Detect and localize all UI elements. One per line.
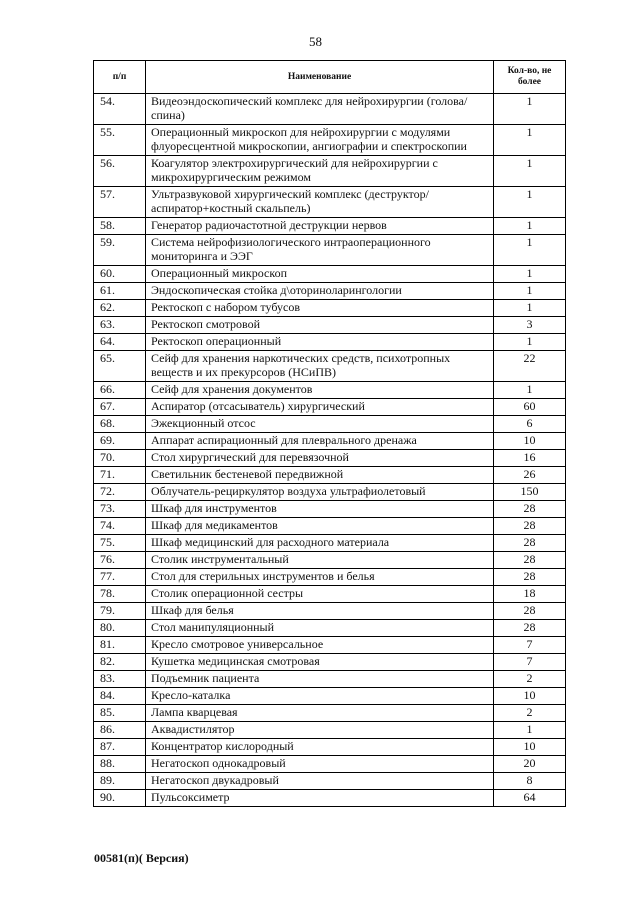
row-number: 55. (94, 125, 146, 156)
table-row (94, 586, 566, 603)
item-quantity: 1 (494, 266, 566, 283)
row-number: 54. (94, 94, 146, 125)
item-name: Пульсоксиметр (146, 790, 494, 807)
table-row (94, 300, 566, 317)
item-name: Эжекционный отсос (146, 416, 494, 433)
table-body (94, 94, 566, 807)
item-quantity: 28 (494, 518, 566, 535)
table-row (94, 637, 566, 654)
item-quantity: 64 (494, 790, 566, 807)
table-row (94, 518, 566, 535)
table-row (94, 705, 566, 722)
item-name: Ректоскоп операционный (146, 334, 494, 351)
item-quantity: 10 (494, 433, 566, 450)
item-quantity: 28 (494, 603, 566, 620)
item-name: Эндоскопическая стойка д\оториноларингологии (146, 283, 494, 300)
item-name: Ректоскоп с набором тубусов (146, 300, 494, 317)
table-row (94, 773, 566, 790)
item-quantity: 150 (494, 484, 566, 501)
table-row (94, 235, 566, 266)
row-number: 56. (94, 156, 146, 187)
item-name: Подъемник пациента (146, 671, 494, 688)
item-name: Аппарат аспирационный для плеврального дренажа (146, 433, 494, 450)
table-row (94, 450, 566, 467)
item-name: Столик операционной сестры (146, 586, 494, 603)
item-name: Ректоскоп смотровой (146, 317, 494, 334)
item-name: Коагулятор электрохирургический для нейрохирургии с микрохирургическим режимом (146, 156, 494, 187)
item-name: Аспиратор (отсасыватель) хирургический (146, 399, 494, 416)
item-name: Кушетка медицинская смотровая (146, 654, 494, 671)
item-name: Шкаф для инструментов (146, 501, 494, 518)
row-number: 67. (94, 399, 146, 416)
item-name: Облучатель-рециркулятор воздуха ультрафиолетовый (146, 484, 494, 501)
item-quantity: 7 (494, 637, 566, 654)
row-number: 64. (94, 334, 146, 351)
row-number: 60. (94, 266, 146, 283)
item-name: Операционный микроскоп для нейрохирургии с модулями флуоресцентной микроскопии, ангиографии и спектроскопии (146, 125, 494, 156)
item-quantity: 1 (494, 218, 566, 235)
item-quantity: 60 (494, 399, 566, 416)
item-name: Светильник бестеневой передвижной (146, 467, 494, 484)
item-name: Негатоскоп однокадровый (146, 756, 494, 773)
row-number: 69. (94, 433, 146, 450)
table-row (94, 433, 566, 450)
table-row (94, 467, 566, 484)
item-name: Сейф для хранения документов (146, 382, 494, 399)
item-name: Ультразвуковой хирургический комплекс (деструктор/аспиратор+костный скальпель) (146, 187, 494, 218)
item-quantity: 16 (494, 450, 566, 467)
item-name: Концентратор кислородный (146, 739, 494, 756)
table-row (94, 125, 566, 156)
row-number: 73. (94, 501, 146, 518)
item-quantity: 1 (494, 156, 566, 187)
table-row (94, 654, 566, 671)
table-row (94, 187, 566, 218)
item-name: Шкаф медицинский для расходного материала (146, 535, 494, 552)
item-quantity: 1 (494, 300, 566, 317)
item-name: Лампа кварцевая (146, 705, 494, 722)
item-quantity: 20 (494, 756, 566, 773)
row-number: 85. (94, 705, 146, 722)
item-quantity: 7 (494, 654, 566, 671)
item-name: Операционный микроскоп (146, 266, 494, 283)
row-number: 71. (94, 467, 146, 484)
item-name: Шкаф для белья (146, 603, 494, 620)
header-num: п/п (94, 61, 146, 94)
row-number: 79. (94, 603, 146, 620)
row-number: 65. (94, 351, 146, 382)
table-row (94, 94, 566, 125)
header-name: Наименование (146, 61, 494, 94)
row-number: 66. (94, 382, 146, 399)
item-quantity: 1 (494, 125, 566, 156)
row-number: 89. (94, 773, 146, 790)
row-number: 70. (94, 450, 146, 467)
header-qty: Кол-во, не более (494, 61, 566, 94)
row-number: 82. (94, 654, 146, 671)
item-name: Стол хирургический для перевязочной (146, 450, 494, 467)
item-quantity: 6 (494, 416, 566, 433)
table-row (94, 535, 566, 552)
item-quantity: 28 (494, 535, 566, 552)
item-quantity: 28 (494, 552, 566, 569)
row-number: 62. (94, 300, 146, 317)
row-number: 72. (94, 484, 146, 501)
item-name: Система нейрофизиологического интраоперационного мониторинга и ЭЭГ (146, 235, 494, 266)
item-name: Шкаф для медикаментов (146, 518, 494, 535)
item-name: Видеоэндоскопический комплекс для нейрохирургии (голова/спина) (146, 94, 494, 125)
table-row (94, 334, 566, 351)
item-quantity: 3 (494, 317, 566, 334)
row-number: 80. (94, 620, 146, 637)
row-number: 78. (94, 586, 146, 603)
table-row (94, 688, 566, 705)
row-number: 86. (94, 722, 146, 739)
table-header-row (94, 61, 566, 94)
item-name: Стол манипуляционный (146, 620, 494, 637)
row-number: 87. (94, 739, 146, 756)
row-number: 81. (94, 637, 146, 654)
item-quantity: 1 (494, 382, 566, 399)
item-name: Сейф для хранения наркотических средств, психотропных веществ и их прекурсоров (НСиПВ) (146, 351, 494, 382)
item-quantity: 26 (494, 467, 566, 484)
table-row (94, 756, 566, 773)
table-row (94, 552, 566, 569)
table-row (94, 218, 566, 235)
item-name: Столик инструментальный (146, 552, 494, 569)
item-quantity: 10 (494, 688, 566, 705)
item-quantity: 2 (494, 671, 566, 688)
row-number: 58. (94, 218, 146, 235)
row-number: 57. (94, 187, 146, 218)
table-row (94, 382, 566, 399)
table-row (94, 790, 566, 807)
equipment-table (93, 60, 566, 807)
table-row (94, 266, 566, 283)
table-row (94, 603, 566, 620)
table-row (94, 569, 566, 586)
table-row (94, 283, 566, 300)
item-name: Аквадистилятор (146, 722, 494, 739)
item-name: Стол для стерильных инструментов и белья (146, 569, 494, 586)
item-name: Негатоскоп двукадровый (146, 773, 494, 790)
item-quantity: 8 (494, 773, 566, 790)
item-quantity: 1 (494, 94, 566, 125)
row-number: 77. (94, 569, 146, 586)
row-number: 74. (94, 518, 146, 535)
row-number: 68. (94, 416, 146, 433)
item-quantity: 10 (494, 739, 566, 756)
item-quantity: 28 (494, 501, 566, 518)
table-row (94, 156, 566, 187)
item-quantity: 28 (494, 569, 566, 586)
table-row (94, 739, 566, 756)
row-number: 61. (94, 283, 146, 300)
item-quantity: 1 (494, 334, 566, 351)
item-quantity: 28 (494, 620, 566, 637)
row-number: 76. (94, 552, 146, 569)
table-row (94, 317, 566, 334)
item-name: Кресло смотровое универсальное (146, 637, 494, 654)
row-number: 88. (94, 756, 146, 773)
row-number: 59. (94, 235, 146, 266)
item-name: Генератор радиочастотной деструкции нервов (146, 218, 494, 235)
page-number: 58 (309, 34, 322, 49)
row-number: 84. (94, 688, 146, 705)
table-row (94, 484, 566, 501)
table-row (94, 399, 566, 416)
row-number: 83. (94, 671, 146, 688)
table-row (94, 501, 566, 518)
row-number: 75. (94, 535, 146, 552)
item-quantity: 22 (494, 351, 566, 382)
item-quantity: 2 (494, 705, 566, 722)
item-quantity: 1 (494, 235, 566, 266)
item-name: Кресло-каталка (146, 688, 494, 705)
item-quantity: 1 (494, 722, 566, 739)
item-quantity: 1 (494, 283, 566, 300)
row-number: 90. (94, 790, 146, 807)
table-row (94, 620, 566, 637)
row-number: 63. (94, 317, 146, 334)
item-quantity: 1 (494, 187, 566, 218)
table-row (94, 416, 566, 433)
table-row (94, 351, 566, 382)
item-quantity: 18 (494, 586, 566, 603)
table-row (94, 671, 566, 688)
footer-doc-code: 00581(п)( Версия) (94, 851, 189, 865)
table-row (94, 722, 566, 739)
